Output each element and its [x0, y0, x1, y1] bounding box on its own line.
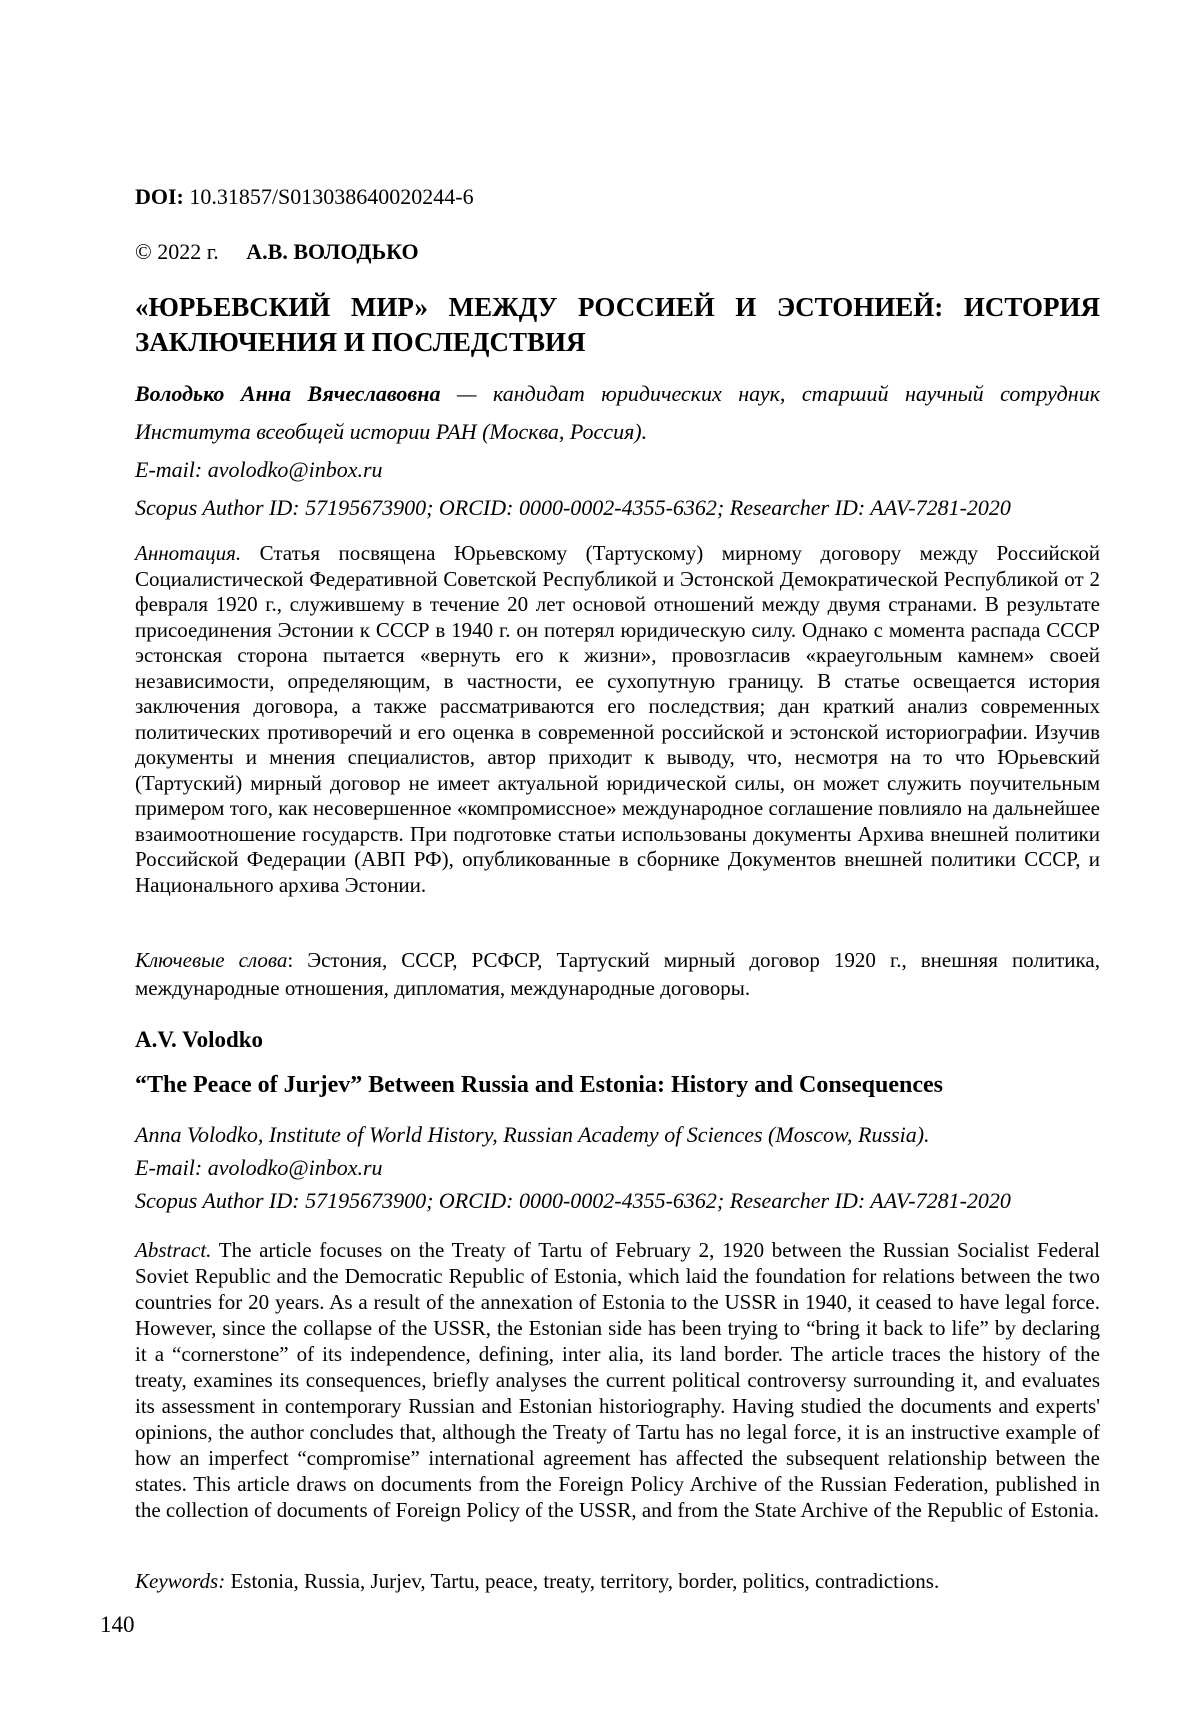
- abstract-text-en: The article focuses on the Treaty of Tartu of February 2, 1920 between the Russian Socialist Federal Soviet Republic and the Democratic Republic of Estonia, which laid the foundation for relations between the two countries for 20 years. As a result of the annexation of Estonia to the USSR in 1940, it ceased to have legal force. However, since the collapse of the USSR, the Estonian side has been trying to “bring it back to life” by declaring it a “cornerstone” of its independence, defining, inter alia, its land border. The article traces the history of the treaty, examines its consequences, briefly analyses the current political controversy surrounding it, and evaluates its assessment in contemporary Russian and Estonian historiography. Having studied the documents and experts' opinions, the author concludes that, although the Treaty of Tartu has no legal force, it is an instructive example of how an imperfect “compromise” international agreement has affected the subsequent relationship between the states. This article draws on documents from the Foreign Policy Archive of the Russian Federation, published in the collection of documents of Foreign Policy of the USSR, and from the State Archive of the Republic of Estonia.: [135, 1238, 1100, 1522]
- abstract-text-ru: Статья посвящена Юрьевскому (Тартускому) мирному договору между Российской Социалистической Федеративной Советской Республикой и Эстонской Демократической Республикой от 2 февраля 1920 г., служившему в течение 20 лет основой отношений между двумя странами. В результате присоединения Эстонии к СССР в 1940 г. он потерял юридическую силу. Однако с момента распада СССР эстонская сторона пытается «вернуть его к жизни», провозгласив «краеугольным камнем» своей независимости, определяющим, в частности, ее сухопутную границу. В статье освещается история заключения договора, а также рассматриваются его последствия; дан краткий анализ современных политических противоречий и его оценка в современной российской и эстонской историографии. Изучив документы и мнения специалистов, автор приходит к выводу, что, несмотря на то что Юрьевский (Тартуский) мирный договор не имеет актуальной юридической силы, он может служить поучительным примером того, как несовершенное «компромиссное» международное соглашение повлияло на дальнейшее взаимоотношение государств. При подготовке статьи использованы документы Архива внешней политики Российской Федерации (АВП РФ), опубликованные в сборнике Документов внешней политики СССР, и Национального архива Эстонии.: [135, 541, 1100, 897]
- keywords-label-en: Keywords:: [135, 1569, 226, 1593]
- abstract-en: [135, 1237, 1100, 1523]
- author-caps: А.В. ВОЛОДЬКО: [246, 239, 419, 264]
- title-ru-line-2: ЗАКЛЮЧЕНИЯ И ПОСЛЕДСТВИЯ: [135, 327, 586, 357]
- article-title-en: “The Peace of Jurjev” Between Russia and Estonia: History and Consequences: [135, 1072, 943, 1098]
- keywords-text-en: Estonia, Russia, Jurjev, Tartu, peace, treaty, territory, border, politics, contradictions.: [225, 1569, 940, 1593]
- author-ids-en: Scopus Author ID: 57195673900; ORCID: 0000-0002-4355-6362; Researcher ID: AAV-7281-2020: [135, 1188, 1011, 1213]
- keywords-ru: [135, 946, 1100, 1002]
- author-ids-ru: Scopus Author ID: 57195673900; ORCID: 0000-0002-4355-6362; Researcher ID: AAV-7281-2020: [135, 495, 1011, 520]
- author-info-ru: [135, 375, 1100, 527]
- doi-value: 10.31857/S013038640020244-6: [189, 184, 474, 209]
- author-info-en: [135, 1118, 1100, 1217]
- author-affiliation-ru: Института всеобщей истории РАН (Москва, Россия).: [135, 419, 648, 444]
- page-number: 140: [100, 1612, 135, 1637]
- author-en: A.V. Volodko: [135, 1027, 264, 1052]
- copyright-line: [135, 240, 1100, 264]
- abstract-ru: [135, 541, 1100, 898]
- author-email-ru: E-mail: avolodko@inbox.ru: [135, 457, 383, 482]
- doi-label: DOI:: [135, 184, 184, 209]
- author-affiliation-en: Anna Volodko, Institute of World History, Russian Academy of Sciences (Moscow, Russia).: [135, 1122, 930, 1147]
- copyright-year: © 2022 г.: [135, 239, 219, 264]
- title-ru-line-1: «ЮРЬЕВСКИЙ МИР» МЕЖДУ РОССИЕЙ И ЭСТОНИЕЙ: ИСТОРИЯ: [135, 292, 1100, 322]
- keywords-label-ru: Ключевые слова: [135, 948, 288, 972]
- author-email-en: E-mail: avolodko@inbox.ru: [135, 1155, 383, 1180]
- abstract-label-en: Abstract.: [135, 1238, 212, 1262]
- doi-line: [135, 185, 1100, 209]
- article-title-ru: [135, 290, 1100, 360]
- author-degree-ru: — кандидат юридических наук, старший научный сотрудник: [440, 381, 1100, 406]
- author-line-ru: [135, 375, 1100, 413]
- abstract-label-ru: Аннотация.: [135, 541, 242, 565]
- keywords-en: [135, 1568, 1100, 1594]
- keywords-text-ru: : Эстония, СССР, РСФСР, Тартуский мирный договор 1920 г., внешняя политика, международные отношения, дипломатия, международные договоры.: [135, 948, 1100, 1000]
- author-name-ru: Володько Анна Вячеславовна: [135, 381, 441, 406]
